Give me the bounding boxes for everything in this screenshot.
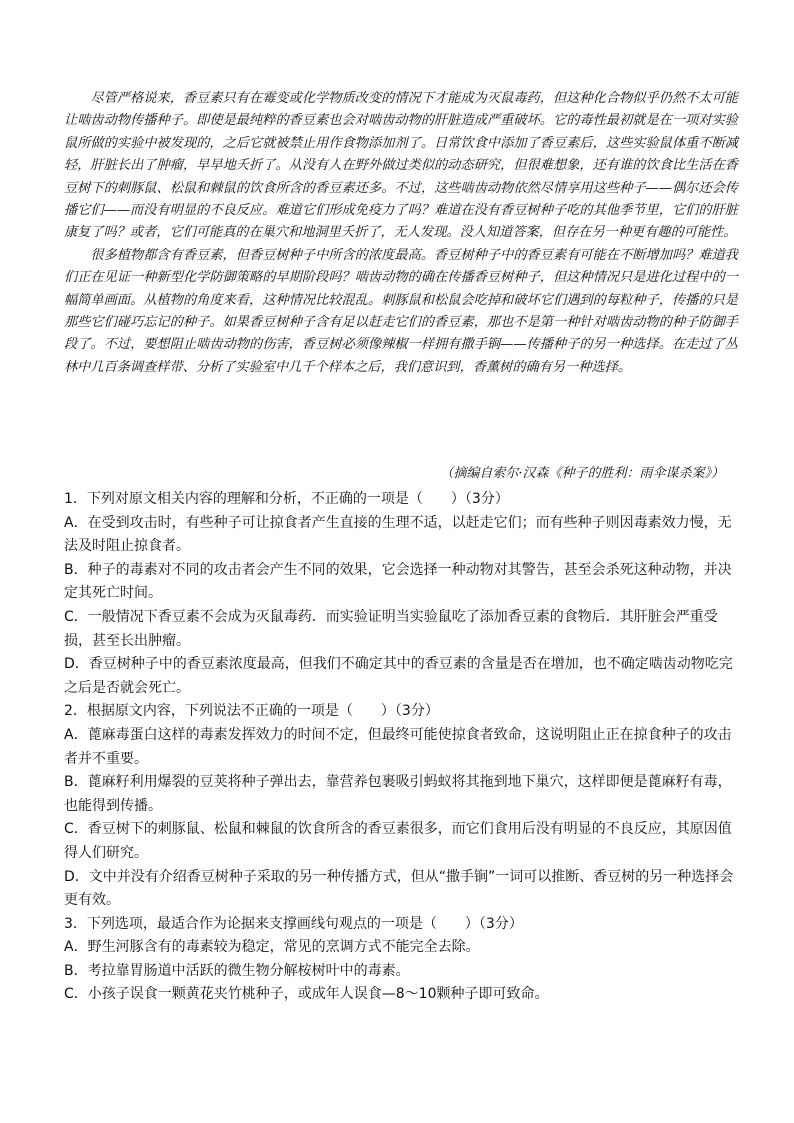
question-3-option-c: C．小孩子误食一颗黄花夹竹桃种子，或成年人误食—8～10颗种子即可致命。	[64, 986, 549, 1003]
question-1-option-a: A．在受到攻击时，有些种子可让掠食者产生直接的生理不适，以赶走它们；而有些种子则因毒素效力慢，无法及时阻止掠食者。	[64, 514, 732, 555]
question-3-option-a: A．野生河豚含有的毒素较为稳定，常见的烹调方式不能完全去除。	[64, 939, 480, 956]
passage-paragraph-1: 尽管严格说来，香豆素只有在霉变或化学物质改变的情况下才能成为灭鼠毒药，但这种化合物似乎仍然不太可能让啮齿动物传播种子。即使是最纯粹的香豆素也会对啮齿动物的肝脏造成严重破坏。它的毒性最初就是在一项对实验鼠所做的实验中被发现的，之后它就被禁止用作食物添加剂了。日常饮食中添加了香豆素后，这些实验鼠体重不断减轻，肝脏长出了肿瘤，早早地夭折了。从没有人在野外做过类似的动态研究，但很难想象，还有谁的饮食比生活在香豆树下的刺豚鼠、松鼠和棘鼠的饮食所含的香豆素还多。不过，这些啮齿动物依然尽情享用这些种子——偶尔还会传播它们——而没有明显的不良反应。难道它们形成免疫力了吗？难道在没有香豆树种子吃的其他季节里，它们的肝脏康复了吗？或者，它们可能真的在巢穴和地洞里夭折了，无人发现。没人知道答案，但存在另一种更有趣的可能性。	[64, 91, 738, 241]
question-1-option-c: C．一般情况下香豆素不会成为灭鼠毒药．而实验证明当实验鼠吃了添加香豆素的食物后．其肝脏会严重受损，甚至长出肿瘤。	[64, 608, 718, 649]
reading-passage	[64, 88, 738, 379]
question-2-option-a: A．蓖麻毒蛋白这样的毒素发挥效力的时间不定，但最终可能使掠食者致命，这说明阻止正在掠食种子的攻击者并不重要。	[64, 726, 732, 767]
question-3-option-b: B．考拉靠胃肠道中活跃的微生物分解桉树叶中的毒素。	[64, 962, 410, 979]
question-3-stem: 3．下列选项，最适合作为论据来支撑画线句观点的一项是（ ）（3分）	[64, 915, 523, 932]
passage-paragraph-2: 很多植物都含有香豆素，但香豆树种子中所含的浓度最高。香豆树种子中的香豆素有可能在不断增加吗？难道我们正在见证一种新型化学防御策略的早期阶段吗？啮齿动物的确在传播香豆树种子，但这种情况只是进化过程中的一幅简单画面。从植物的角度来看，这种情况比较混乱。刺豚鼠和松鼠会吃掉和破坏它们遇到的每粒种子，传播的只是那些它们碰巧忘记的种子。如果香豆树种子含有足以赶走它们的香豆素，那也不是第一种针对啮齿动物的种子防御手段了。不过，要想阻止啮齿动物的伤害，香豆树必须像辣椒一样拥有撒手锏——传播种子的另一种选择。在走过了丛林中几百条调查样带、分析了实验室中几千个样本之后，我们意识到，香薰树的确有另一种选择。	[64, 247, 738, 375]
question-2-option-d: D．文中并没有介绍香豆树种子采取的另一种传播方式，但从“撒手锏”一词可以推断、香豆树的另一种选择会更有效。	[64, 868, 734, 909]
question-1-option-d: D．香豆树种子中的香豆素浓度最高，但我们不确定其中的香豆素的含量是否在增加，也不确定啮齿动物吃完之后是否就会死亡。	[64, 656, 733, 696]
question-section	[64, 488, 738, 1007]
question-1-option-b: B．种子的毒素对不同的攻击者会产生不同的效果，它会选择一种动物对其警告，甚至会杀死这种动物，并决定其死亡时间。	[64, 561, 732, 602]
question-1-stem: 1．下列对原文相关内容的理解和分析，不正确的一项是（ ）（3分）	[64, 491, 509, 507]
passage-source: （摘编自索尔·汉森《种子的胜利：雨伞谋杀案》）	[440, 466, 724, 481]
question-2-stem: 2．根据原文内容，下列说法不正确的一项是（ ）（3分）	[64, 703, 439, 720]
question-2-option-b: B．蓖麻籽利用爆裂的豆荚将种子弹出去，靠营养包裹吸引蚂蚁将其拖到地下巢穴，这样即便是蓖麻籽有毒，也能得到传播。	[64, 774, 732, 814]
question-2-option-c: C．香豆树下的刺豚鼠、松鼠和棘鼠的饮食所含的香豆素很多，而它们食用后没有明显的不良反应，其原因值得人们研究。	[64, 821, 732, 861]
